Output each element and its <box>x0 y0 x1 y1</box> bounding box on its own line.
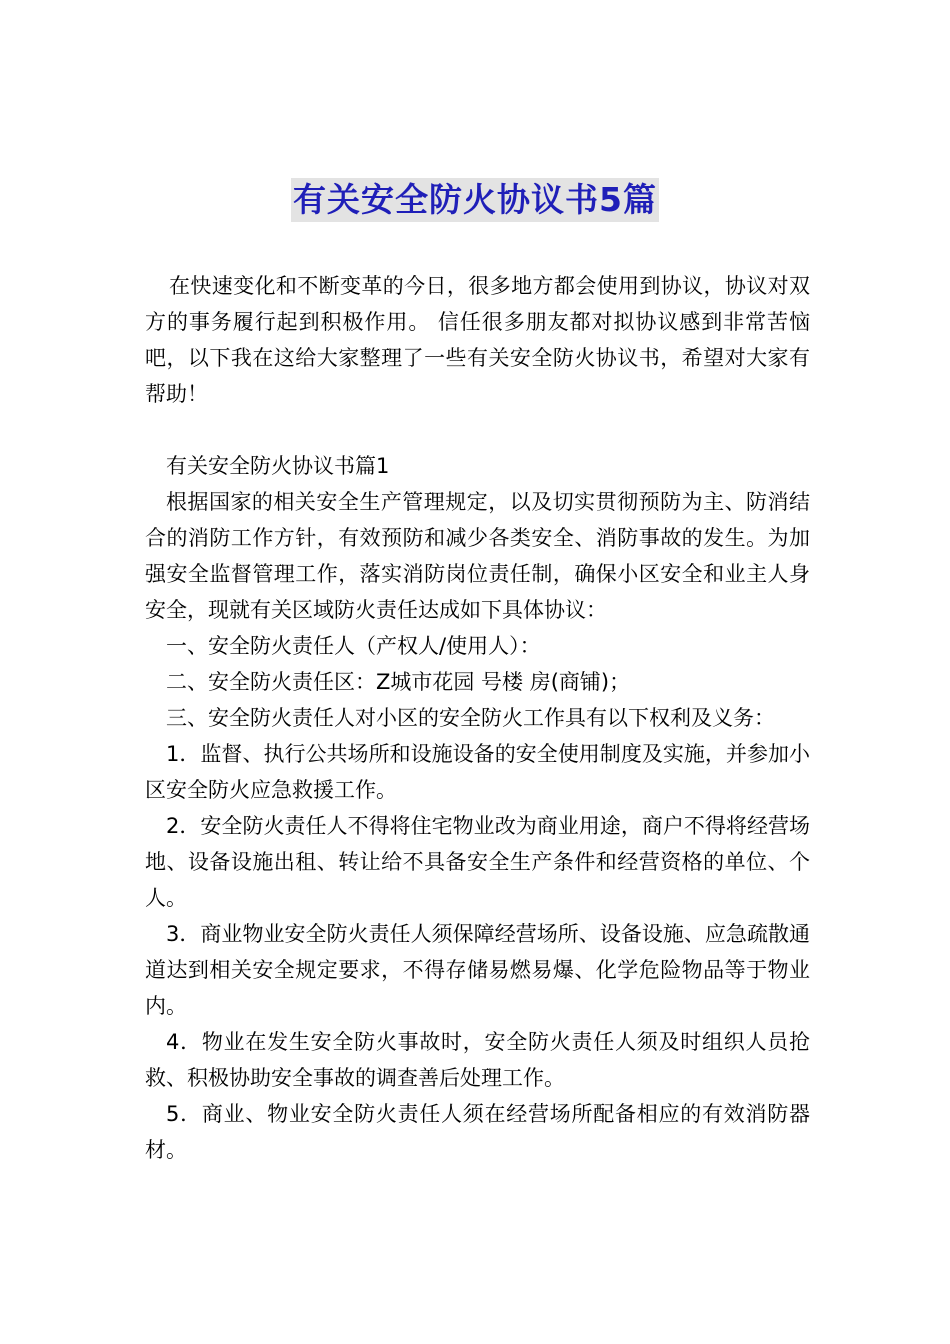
document-title: 有关安全防火协议书5篇 <box>291 178 659 222</box>
item-2: 2．安全防火责任人不得将住宅物业改为商业用途，商户不得将经营场地、设备设施出租、转让给不具备安全生产条件和经营资格的单位、个人。 <box>145 814 810 910</box>
clause-3: 三、安全防火责任人对小区的安全防火工作具有以下权利及义务： <box>166 706 775 730</box>
item-3: 3．商业物业安全防火责任人须保障经营场所、设备设施、应急疏散通道达到相关安全规定要求，不得存储易燃易爆、化学危险物品等于物业内。 <box>145 922 810 1018</box>
section-heading: 有关安全防火协议书篇1 <box>166 454 390 478</box>
clause-1: 一、安全防火责任人（产权人/使用人）： <box>166 634 541 658</box>
item-1: 1．监督、执行公共场所和设施设备的安全使用制度及实施，并参加小区安全防火应急救援工作。 <box>145 742 810 802</box>
title-wrapper <box>0 178 950 222</box>
item-5: 5．商业、物业安全防火责任人须在经营场所配备相应的有效消防器材。 <box>145 1102 810 1162</box>
intro-paragraph: 在快速变化和不断变革的今日，很多地方都会使用到协议，协议对双方的事务履行起到积极作用。 信任很多朋友都对拟协议感到非常苦恼吧，以下我在这给大家整理了一些有关安全防火协议书，希望对大家有帮助！ <box>145 274 810 406</box>
section-intro-paragraph: 根据国家的相关安全生产管理规定，以及切实贯彻预防为主、防消结合的消防工作方针，有效预防和减少各类安全、消防事故的发生。为加强安全监督管理工作，落实消防岗位责任制，确保小区安全和业主人身安全，现就有关区域防火责任达成如下具体协议： <box>145 490 810 622</box>
document-body <box>145 268 810 1168</box>
clause-2: 二、安全防火责任区：Z城市花园 号楼 房(商铺)； <box>166 670 631 694</box>
item-4: 4．物业在发生安全防火事故时，安全防火责任人须及时组织人员抢救、积极协助安全事故的调查善后处理工作。 <box>145 1030 810 1090</box>
